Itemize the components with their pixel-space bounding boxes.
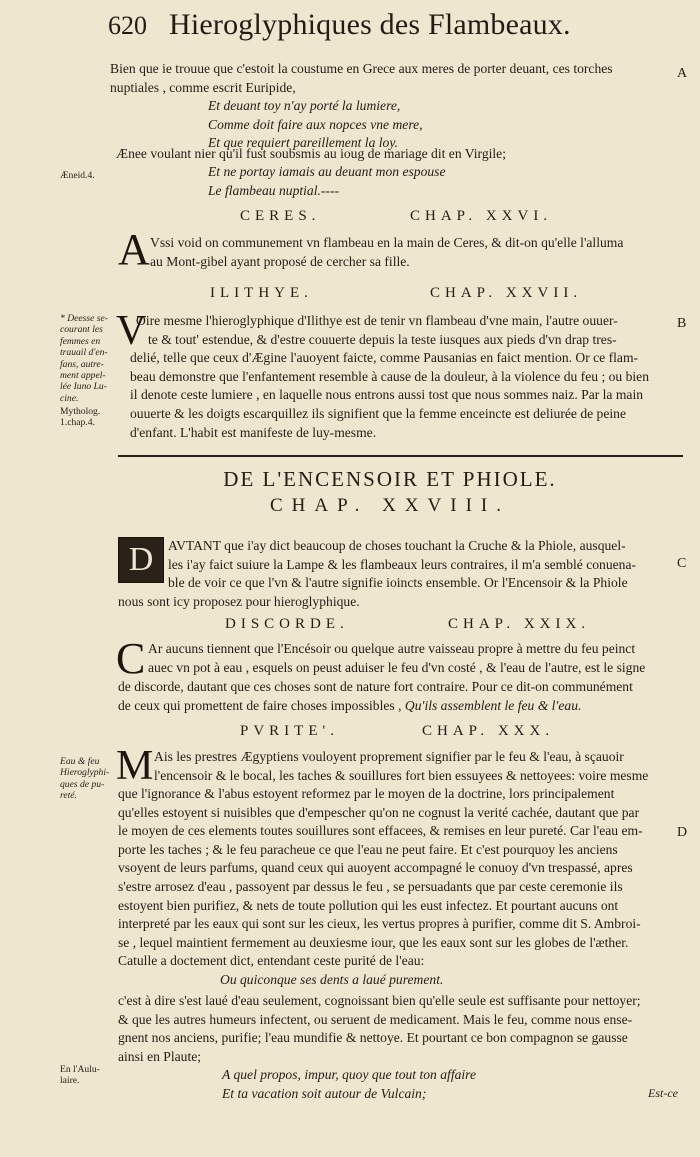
text-line: s'estre arrosez d'eau , passoyent par dessus le feu , se persuadants que par ceste ceremonie ils	[118, 878, 623, 894]
text-line: de discorde, dautant que ces choses sont de nature fort contraire. Pour ce dit-on communément	[118, 679, 633, 694]
text-line: & que les autres humeurs infectent, ou seruent de medicament. Mais le feu, comme nous ense-	[118, 1011, 633, 1027]
verse-line: Et ta vacation soit autour de Vulcain;	[222, 1085, 427, 1101]
margin-line: trauail d'en-	[60, 347, 108, 359]
page-number: 620	[108, 11, 147, 40]
ceres-paragraph-cont	[150, 253, 410, 272]
text-line: Oire mesme l'hieroglyphique d'Ilithye est de tenir vn flambeau d'vne main, l'autre ouuer-	[136, 313, 618, 328]
encensoir-paragraph-cont	[118, 593, 360, 612]
text-line: l'encensoir & le bocal, les taches & souillures fort bien essuyees & nettoyees: voire mesme	[154, 767, 649, 783]
encensoir-paragraph	[168, 537, 636, 593]
margin-letter-d: D	[677, 825, 688, 840]
text-line: delié, telle que ceux d'Ægine l'auoyent faicte, comme Pausanias en faict mention. Or ce flam-	[130, 350, 639, 366]
text-line: il denote ceste lumiere , en laquelle nous entrons aussi tost que nous sommes naiz. Par la main	[130, 387, 644, 403]
text-line: gnent nos anciens, purifie; l'eau mundifie & nettoye. Et pourtant ce bon compagnon se gausse	[118, 1030, 628, 1046]
margin-line: Hieroglyphi-	[60, 767, 110, 779]
chapter-label: CHAP. XXVII.	[430, 285, 583, 301]
text-line: beau demonstre que l'enfantement resemble à cause de la douleur, à la violence du feu ; ou bien	[130, 368, 650, 384]
section-title: CERES.	[240, 208, 321, 224]
margin-line: ment appel-	[60, 370, 106, 382]
margin-line: * Deesse se-	[60, 313, 108, 324]
intro-continuation	[116, 145, 506, 164]
catchword: Est-ce	[648, 1086, 678, 1100]
margin-line: 1.chap.4.	[60, 417, 95, 429]
margin-line: ques de pu-	[60, 778, 105, 790]
purite-paragraph-cont	[118, 785, 643, 971]
text-line: AVTANT que i'ay dict beaucoup de choses touchant la Cruche & la Phiole, ausquel-	[168, 538, 626, 553]
chapter-heading-discorde	[225, 616, 349, 633]
chapter-heading-purite	[240, 723, 339, 740]
section-title: PVRITE'.	[240, 723, 339, 739]
margin-note-ilithye	[60, 313, 108, 404]
text-line: d'enfant. L'habit est manifeste de luy-mesme.	[130, 424, 377, 440]
section-title: DISCORDE.	[225, 616, 349, 632]
drop-cap: A	[118, 225, 150, 274]
margin-note-purite	[60, 756, 109, 802]
ceres-paragraph	[150, 234, 623, 253]
text-line: ouuerte & les doigts escarquillez ils signifient que la femme enceincte est deliurée de peine	[130, 405, 626, 421]
margin-reference: Æneid.4.	[60, 170, 95, 181]
chapter-label: CHAP. XXIX.	[448, 616, 591, 632]
margin-line: En l'Aulu-	[60, 1064, 100, 1075]
verse-line: Et ne portay iamais au deuant mon espouse	[208, 164, 446, 179]
margin-reference	[60, 1064, 100, 1087]
chapter-heading-ceres	[240, 208, 320, 225]
chapter-number	[410, 208, 552, 225]
text-line: nous sont icy proposez pour hieroglyphique.	[118, 594, 360, 609]
chapter-label: CHAP. XXVI.	[410, 208, 553, 224]
text-line: estoyent bien purifiez, & nets de toute pollution qui les eust infectez. Et pourtant aucuns ont	[118, 897, 619, 913]
verse-quote-catulle	[220, 971, 443, 990]
page-header	[108, 8, 628, 56]
intro-paragraph	[110, 60, 680, 97]
drop-cap: M	[116, 743, 154, 789]
text-line: Vssi void on communement vn flambeau en la main de Ceres, & dit-on qu'elle l'alluma	[150, 235, 624, 250]
text-line: nuptiales , comme escrit Euripide,	[110, 79, 296, 95]
section-title: ILITHYE.	[210, 285, 313, 301]
margin-letter-a: A	[677, 66, 688, 81]
chapter-title: DE L'ENCENSOIR ET PHIOLE.	[223, 467, 557, 491]
text-line: Catulle a doctement dict, entendant ceste purité de l'eau:	[118, 953, 425, 969]
text-span: de ceux qui promettent de faire choses impossibles ,	[118, 697, 402, 713]
chapter-label: CHAP. XXX.	[422, 723, 555, 739]
text-line: Bien que ie trouue que c'estoit la coustume en Grece aux meres de porter deuant, ces torches	[110, 61, 613, 76]
chapter-number	[422, 723, 554, 740]
chapter-number	[430, 285, 582, 302]
text-line: au Mont-gibel ayant proposé de cercher sa fille.	[150, 254, 410, 269]
drop-cap: V	[116, 308, 147, 354]
verse-line: Et deuant toy n'ay porté la lumiere,	[208, 98, 401, 113]
running-title: Hieroglyphiques des Flambeaux.	[169, 8, 571, 41]
discorde-paragraph-cont	[118, 678, 633, 715]
verse-line: Comme doit faire aux nopces vne mere,	[208, 116, 423, 132]
text-line: porte les taches ; & le feu paracheue ce que l'eau ne peut faire. Et c'est pourquoy les anciens	[118, 841, 618, 857]
drop-cap: C	[116, 634, 146, 683]
text-line: vsoyent de leurs parfums, quand ceux qui auoyent accompagné le conuoy d'vn trespassé, apres	[118, 860, 633, 876]
purite-paragraph-end	[118, 992, 641, 1066]
margin-line: reté.	[60, 790, 77, 802]
chapter-heading-ilithye	[210, 285, 313, 302]
margin-reference	[60, 406, 100, 429]
text-line: te & tout' estendue, & d'estre couuerte depuis la teste iusques aux pieds d'vn drap tres-	[148, 331, 617, 347]
discorde-paragraph	[148, 640, 645, 677]
text-line: le moyen de ces elements toutes souillures sont effacees, & remises en leur pureté. Car l'eau em-	[118, 823, 643, 839]
margin-line: Mytholog.	[60, 406, 101, 417]
verse-line: Ou quiconque ses dents a laué purement.	[220, 972, 444, 987]
margin-letter-c: C	[677, 556, 687, 571]
text-line: Ais les prestres Ægyptiens vouloyent proprement signifier par le feu & l'eau, à sçauoir	[154, 749, 624, 764]
text-line: que l'ignorance & l'abus estoyent reformez par le moyen de la doctrine, lors principalement	[118, 786, 615, 801]
margin-line: femmes en	[60, 335, 101, 347]
margin-line: courant les	[60, 324, 103, 336]
section-divider	[118, 455, 683, 457]
text-line: Ar aucuns tiennent que l'Encésoir ou quelque autre vaisseau propre à mettre du feu peinct	[148, 641, 636, 656]
ornamental-drop-cap: D	[118, 537, 164, 583]
purite-paragraph	[154, 748, 648, 785]
text-line: ble de voir ce que l'vn & l'autre signifie ioincts ensemble. Or l'Encensoir & la Phiole	[168, 575, 628, 591]
verse-line: Le flambeau nuptial.----	[208, 182, 340, 198]
margin-line: Eau & feu	[60, 756, 100, 767]
margin-line: lée Iuno Lu-	[60, 381, 107, 393]
ilithye-paragraph	[130, 312, 649, 442]
text-line: qu'elles estoyent si nuisibles que d'empescher qu'on ne cognust la verité cachée, dautant que par	[118, 804, 640, 820]
margin-line: laire.	[60, 1075, 80, 1087]
text-line: interpreté par les eaux qui sont sur les cieux, les vertus propres à purifier, comme dit S. Ambroi-	[118, 916, 641, 932]
text-line: c'est à dire s'est laué d'eau seulement, cognoissant bien qu'elle seule est suffisante pour nettoyer;	[118, 993, 641, 1008]
verse-line: Et que requiert pareillement la loy.	[208, 135, 399, 151]
margin-letter-b: B	[677, 316, 687, 331]
text-line: se , lequel maintient fermement au deuxiesme iour, que les eaux sont sur les globes de l'æther.	[118, 934, 629, 950]
chapter-number: CHAP. XXVIII.	[270, 495, 510, 516]
verse-quote-plaute	[222, 1066, 476, 1103]
text-line	[118, 697, 633, 716]
text-line: Ænee voulant nier qu'il fust soubsmis au ioug de mariage dit en Virgile;	[116, 146, 506, 161]
chapter-number	[448, 616, 590, 633]
text-line: ainsi en Plaute;	[118, 1048, 202, 1064]
verse-line: A quel propos, impur, quoy que tout ton affaire	[222, 1067, 476, 1082]
text-line: les i'ay faict suiure la Lampe & les flambeaux leurs contraires, il m'a semblé conuena-	[168, 556, 637, 572]
italic-proverb: Qu'ils assemblent le feu & l'eau.	[404, 697, 582, 713]
verse-quote-virgil	[208, 163, 446, 200]
text-line: auec vn pot à eau , esquels on peust aduiser le feu d'vn costé , & l'eau de l'autre, est le signe	[148, 659, 646, 675]
margin-line: cine.	[60, 392, 79, 404]
margin-line: fans, autre-	[60, 358, 104, 370]
